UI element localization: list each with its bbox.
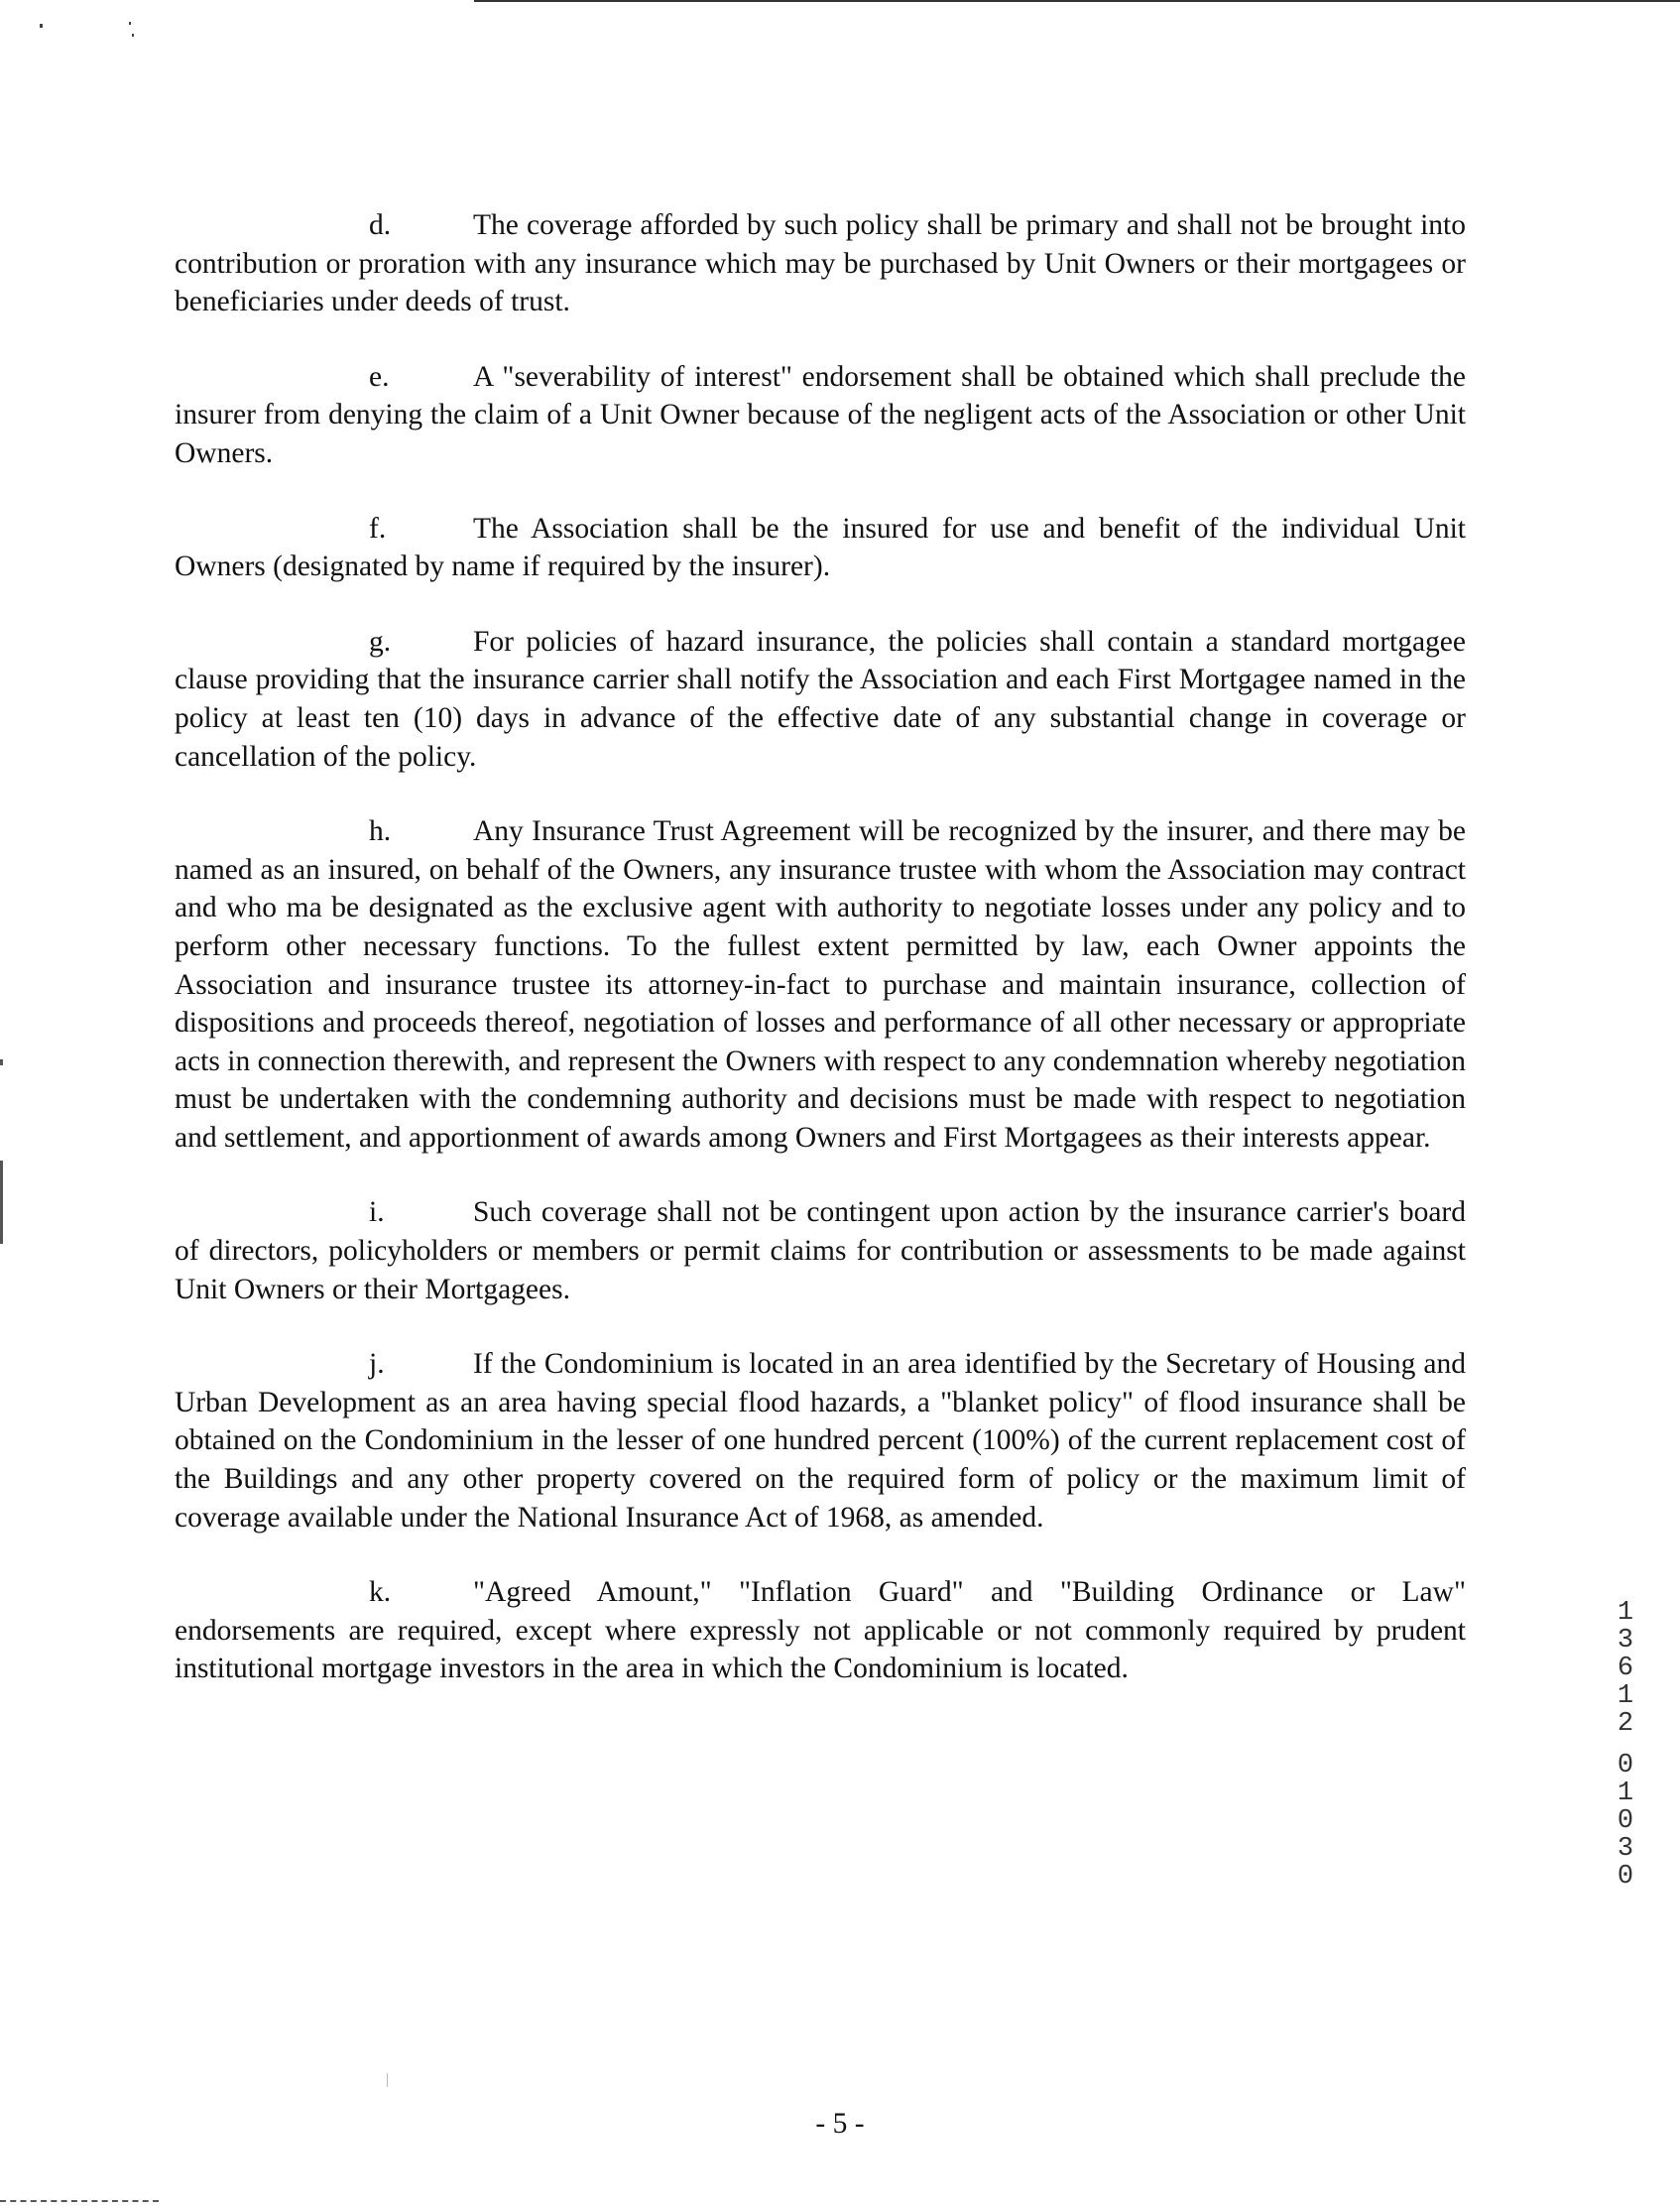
scan-speck: [40, 24, 43, 28]
document-body: [175, 206, 1466, 1725]
scan-edge-mark: [0, 1161, 3, 1244]
scan-bottom-dash: [0, 2200, 159, 2202]
scan-faint-mark: [387, 2073, 388, 2087]
paragraph-marker: h.: [369, 815, 392, 848]
scan-speck: [129, 22, 131, 25]
paragraph-text: Such coverage shall not be contingent upon action by the insurance carrier's board of directors, policyholders or members or permit claims for contribution or assessments to be made against Unit Owners or their Mortgagees.: [175, 1196, 1466, 1305]
stamp-digit: 1: [1617, 1779, 1634, 1808]
paragraph-h: [175, 812, 1466, 1157]
paragraph-marker: e.: [369, 360, 390, 393]
paragraph-text: For policies of hazard insurance, the policies shall contain a standard mortgagee clause providing that the insurance carrier shall notify the Association and each First Mortgagee named in the policy at least ten (10) days in advance of the effective date of any substantial change in coverage or cancellation of the policy.: [175, 625, 1466, 773]
scan-edge-mark: [0, 1059, 3, 1065]
stamp-digit: 0: [1617, 1806, 1634, 1836]
paragraph-marker: g.: [369, 625, 392, 658]
paragraph-text: A "severability of interest" endorsement shall be obtained which shall preclude the insurer from denying the claim of a Unit Owner because of the negligent acts of the Association or other Unit Owners.: [175, 360, 1466, 469]
stamp-digit: 1: [1617, 1598, 1634, 1628]
stamp-digit: 3: [1617, 1626, 1634, 1656]
recording-stamp: [1611, 1599, 1640, 1891]
paragraph-g: [175, 623, 1466, 776]
paragraph-j: [175, 1345, 1466, 1536]
stamp-digit: 0: [1617, 1862, 1634, 1892]
paragraph-e: [175, 358, 1466, 473]
page-number: - 5 -: [815, 2108, 865, 2140]
stamp-gap: [1611, 1738, 1640, 1752]
stamp-digit: 1: [1617, 1681, 1634, 1711]
paragraph-marker: j.: [369, 1348, 385, 1381]
scan-top-rule: [474, 0, 1680, 2]
paragraph-marker: i.: [369, 1196, 385, 1229]
paragraph-i: [175, 1193, 1466, 1308]
paragraph-d: [175, 206, 1466, 321]
scan-speck: [132, 34, 134, 37]
paragraph-text: "Agreed Amount," "Inflation Guard" and "Building Ordinance or Law" endorsements are required, except where expressly not applicable or not commonly required by prudent institutional mortgage investors in the area in which the Condominium is located.: [175, 1576, 1466, 1685]
paragraph-text: Any Insurance Trust Agreement will be recognized by the insurer, and there may be named as an insured, on behalf of the Owners, any insurance trustee with whom the Association may contract and who ma be designated as the exclusive agent with authority to negotiate losses under any policy and to perform other necessary functions. To the fullest extent permitted by law, each Owner appoints the Association and insurance trustee its attorney-in-fact to purchase and maintain insurance, collection of dispositions and proceeds thereof, negotiation of losses and performance of all other necessary or appropriate acts in connection therewith, and represent the Owners with respect to any condemnation whereby negotiation must be undertaken with the condemning authority and decisions must be made with respect to negotiation and settlement, and apportionment of awards among Owners and First Mortgagees as their interests appear.: [175, 815, 1466, 1154]
stamp-digit: 3: [1617, 1834, 1634, 1864]
paragraph-f: [175, 510, 1466, 586]
paragraph-text: If the Condominium is located in an area identified by the Secretary of Housing and Urban Development as an area having special flood hazards, a "blanket policy" of flood insurance shall be obtained on the Condominium in the lesser of one hundred percent (100%) of the current replacement cost of the Buildings and any other property covered on the required form of policy or the maximum limit of coverage available under the National Insurance Act of 1968, as amended.: [175, 1348, 1466, 1534]
paragraph-text: The coverage afforded by such policy shall be primary and shall not be brought into contribution or proration with any insurance which may be purchased by Unit Owners or their mortgagees or beneficiaries under deeds of trust.: [175, 209, 1466, 318]
paragraph-marker: f.: [369, 512, 387, 545]
paragraph-marker: k.: [369, 1576, 392, 1609]
stamp-digit: 0: [1617, 1751, 1634, 1780]
paragraph-text: The Association shall be the insured for use and benefit of the individual Unit Owners (designated by name if required by the insurer).: [175, 512, 1466, 583]
paragraph-k: [175, 1573, 1466, 1688]
stamp-digit: 6: [1617, 1654, 1634, 1683]
stamp-digit: 2: [1617, 1709, 1634, 1739]
paragraph-marker: d.: [369, 209, 392, 241]
